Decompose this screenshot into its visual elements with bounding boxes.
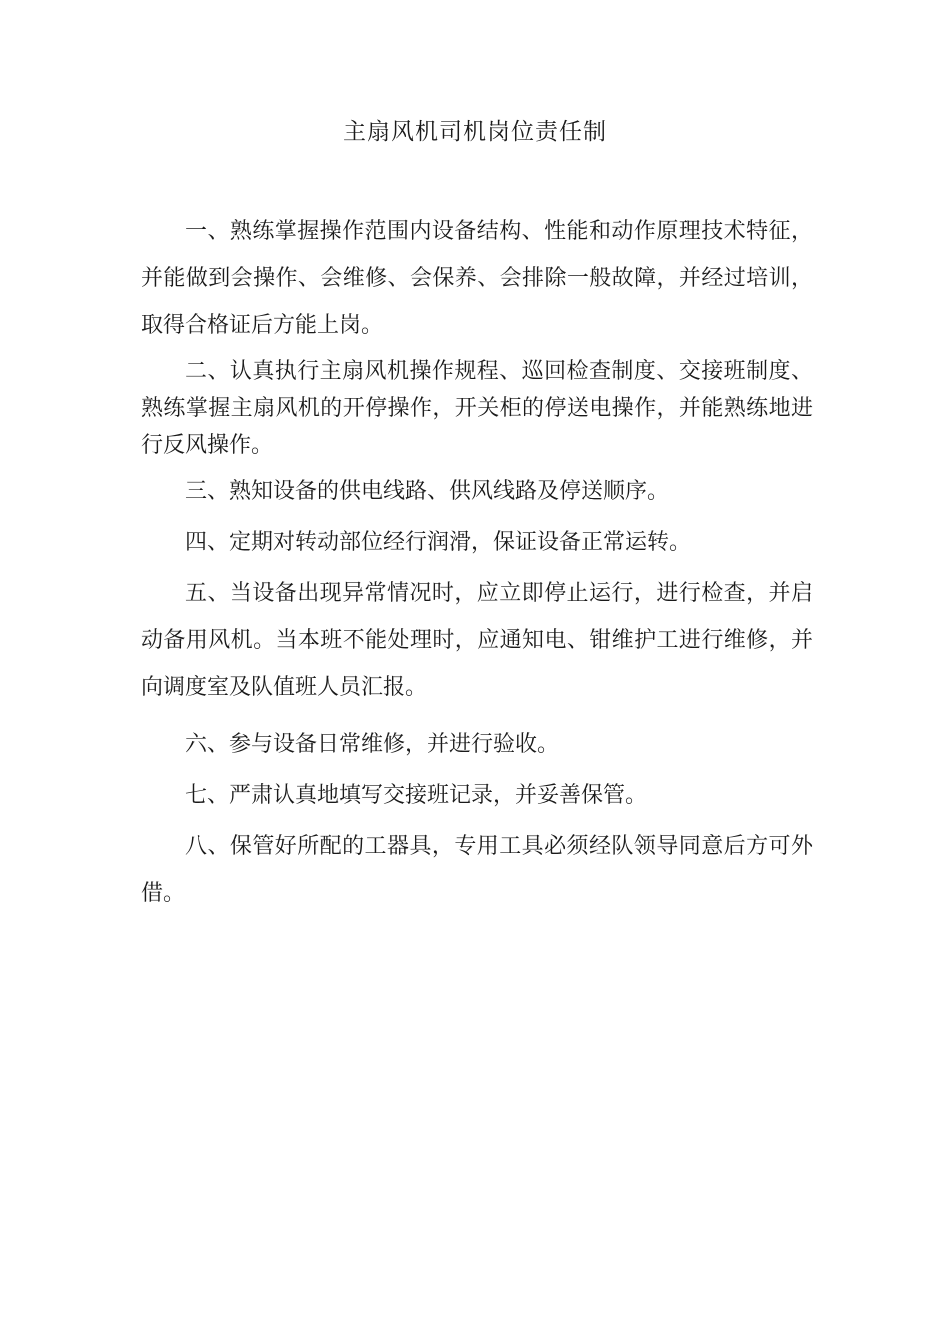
- paragraph-3: 三、熟知设备的供电线路、供风线路及停送顺序。: [185, 479, 670, 504]
- paragraph-7: 七、严肃认真地填写交接班记录，并妥善保管。: [185, 783, 648, 808]
- paragraph-2: 二、认真执行主扇风机操作规程、巡回检查制度、交接班制度、熟练掌握主扇风机的开停操作，开关柜的停送电操作，并能熟练地进行反风操作。: [141, 359, 813, 458]
- paragraph-1: 一、熟练掌握操作范围内设备结构、性能和动作原理技术特征，并能做到会操作、会维修、会保养、会排除一般故障，并经过培训，取得合格证后方能上岗。: [141, 219, 813, 338]
- paragraph-4: 四、定期对转动部位经行润滑，保证设备正常运转。: [185, 530, 692, 555]
- document-body: [141, 208, 813, 917]
- paragraph-8: 八、保管好所配的工器具，专用工具必须经队领导同意后方可外借。: [141, 834, 813, 906]
- page-title: 主扇风机司机岗位责任制: [343, 119, 607, 145]
- paragraph-5: 五、当设备出现异常情况时，应立即停止运行，进行检查，并启动备用风机。当本班不能处理时，应通知电、钳维护工进行维修，并向调度室及队值班人员汇报。: [141, 581, 813, 700]
- paragraph-6: 六、参与设备日常维修，并进行验收。: [185, 732, 560, 757]
